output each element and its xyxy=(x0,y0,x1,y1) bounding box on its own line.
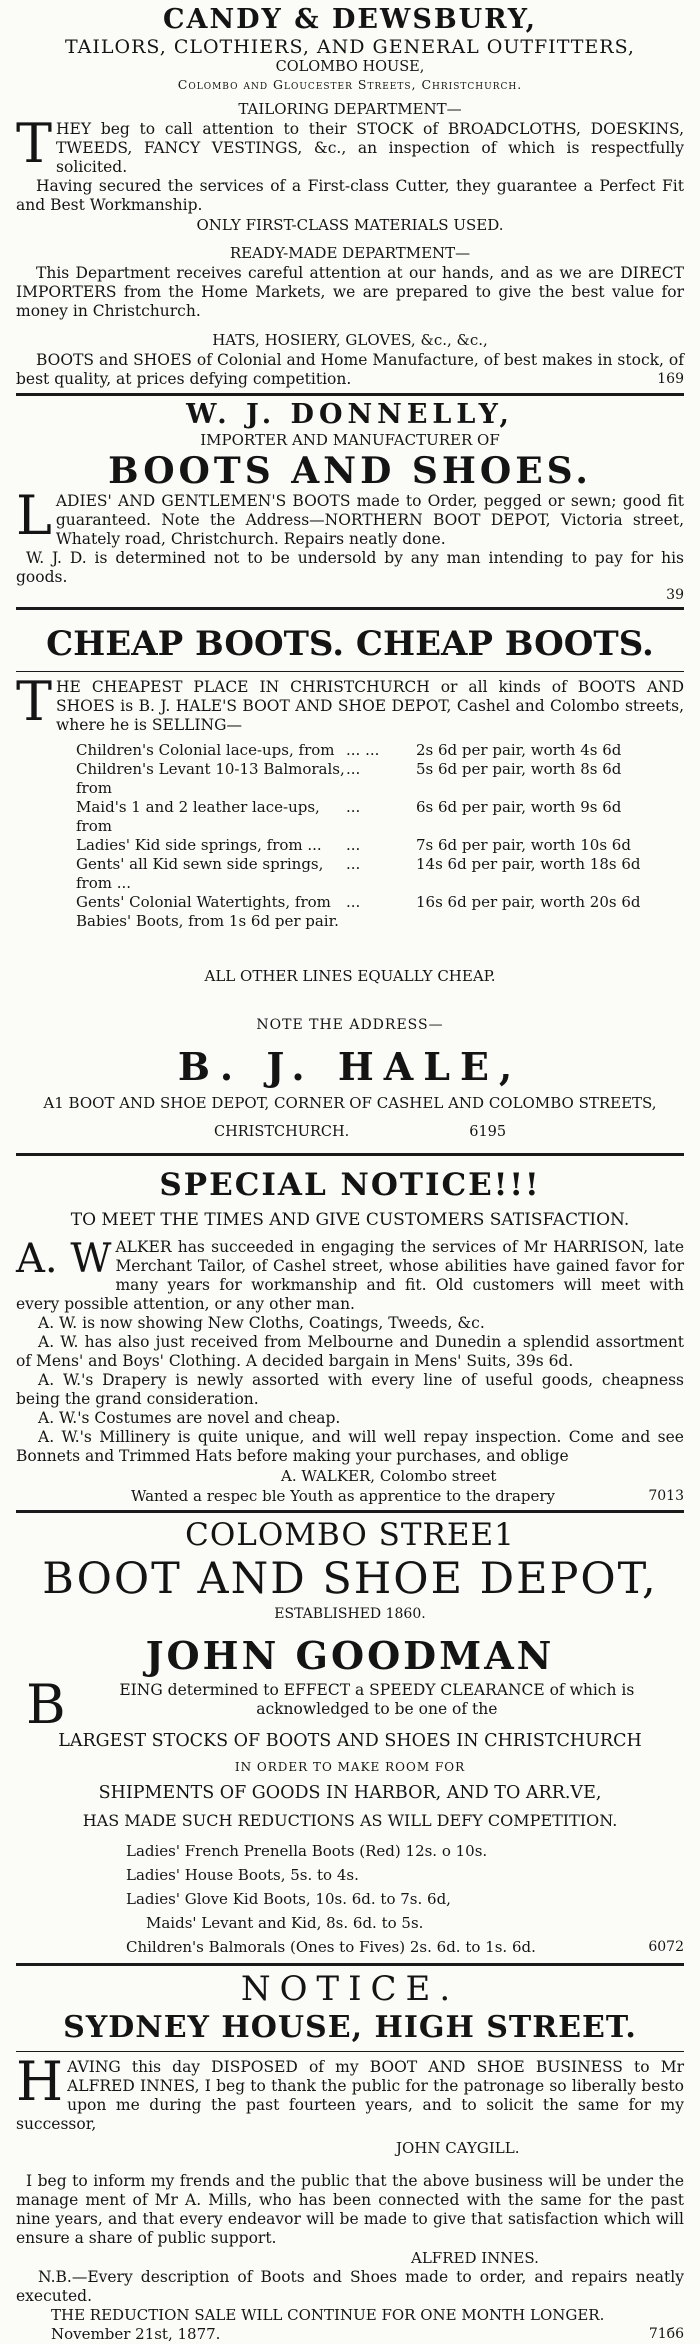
subheadline: TO MEET THE TIMES AND GIVE CUSTOMERS SATISFACTION. xyxy=(70,1210,630,1230)
body-text: I beg to inform my frends and the public that the above business will be under the manage ment of Mr A. Mills, who has been connected with the same for the past nine years, and that every endeavor will be made to give that satisfaction which will ensure a share of public support. xyxy=(16,2172,684,2247)
price-row: Children's Colonial lace-ups, from ... ... 2s 6d per pair, worth 4s 6d xyxy=(76,741,622,759)
divider xyxy=(16,2051,684,2052)
tailoring-text: HEY beg to call attention to their STOCK of BROADCLOTHS, DOESKINS, TWEEDS, FANCY VESTINGS, &c., an inspection of which is respectfully solicited. xyxy=(56,120,684,176)
ad-title: W. J. DONNELLY, xyxy=(186,399,514,430)
walker-lines xyxy=(16,1314,684,1466)
notice-heading: NOTICE. xyxy=(240,1969,460,2009)
merchant-name: JOHN GOODMAN xyxy=(145,1633,555,1678)
ad-ref-number: 169 xyxy=(657,371,684,387)
order-line: IN ORDER TO MAKE ROOM FOR xyxy=(234,1760,466,1774)
drop-cap: T xyxy=(16,112,53,175)
list-item: Ladies' House Boots, 5s. to 4s. xyxy=(126,1866,359,1884)
headline: SYDNEY HOUSE, HIGH STREET. xyxy=(63,2010,637,2045)
headline: SPECIAL NOTICE!!! xyxy=(159,1167,541,1203)
reduction-list xyxy=(16,1839,684,1959)
house-name: COLOMBO HOUSE, xyxy=(275,59,425,75)
list-item: Ladies' French Prenella Boots (Red) 12s. o 10s. xyxy=(126,1842,488,1860)
text-line: A. W.'s Costumes are novel and cheap. xyxy=(38,1409,341,1427)
address: Colombo and Gloucester Streets, Christchurch. xyxy=(177,77,523,92)
divider xyxy=(16,393,684,396)
boots-text: BOOTS and SHOES of Colonial and Home Manufacture, of best makes in stock, of best quality, at prices defying competition. 169 xyxy=(16,351,684,388)
price-row: Gents' Colonial Watertights, from ... 16s 6d per pair, worth 20s 6d xyxy=(76,893,641,911)
text-line: A. W.'s Millinery is quite unique, and will well repay inspection. Come and see Bonnets and Trimmed Hats before making your purchases, and oblige xyxy=(16,1428,684,1465)
reductions-line: HAS MADE SUCH REDUCTIONS AS WILL DEFY COMPETITION. xyxy=(82,1811,618,1830)
intro-text: ALKER has succeeded in engaging the services of Mr HARRISON, late Merchant Tailor, of Cashel street, whose abilities have gained favor for many years for workmanship and fit. Old customers will meet with every possible attention, or any other man. xyxy=(16,1238,684,1313)
readymade-text: This Department receives careful attention at our hands, and as we are DIRECT IMPORTERS from the Home Markets, we are prepared to give the best value for money in Christchurch. xyxy=(16,264,684,320)
signature: ALFRED INNES. xyxy=(411,2249,539,2267)
ad-title: CANDY & DEWSBURY, xyxy=(163,4,537,35)
list-item: Ladies' Glove Kid Boots, 10s. 6d. to 7s. 6d, xyxy=(126,1890,451,1908)
section-heading: HATS, HOSIERY, GLOVES, &c., &c., xyxy=(212,331,488,349)
drop-cap: H xyxy=(16,2050,64,2113)
headline: CHEAP BOOTS. CHEAP BOOTS. xyxy=(46,624,654,664)
date-line: November 21st, 1877. 71б6 xyxy=(51,2325,684,2343)
price-row: Maid's 1 and 2 leather lace-ups, from ... 6s 6d per pair, worth 9s 6d xyxy=(76,798,622,835)
intro-text: AVING this day DISPOSED of my BOOT AND SHOE BUSINESS to Mr ALFRED INNES, I beg to thank the public for the patronage so liberally besto upon me during the past fourteen years, and to solicit the same for my successor, xyxy=(16,2058,684,2133)
price-row: Children's Levant 10-13 Balmorals, from ... 5s 6d per pair, worth 8s 6d xyxy=(76,760,622,797)
text-line: A. W. has also just received from Melbourne and Dunedin a splendid assortment of Mens' and Boys' Clothing. A decided bargain in Mens' Suits, 39s 6d. xyxy=(16,1333,684,1370)
text-line: A. W.'s Drapery is newly assorted with every line of useful goods, cheapness being the grand consideration. xyxy=(16,1371,684,1408)
walker-ad xyxy=(16,1162,684,1506)
newspaper-page xyxy=(10,0,690,2344)
drop-cap: L xyxy=(16,484,52,547)
nb-text: N.B.—Every description of Boots and Shoes made to order, and repairs neatly executed. xyxy=(16,2268,684,2305)
donnelly-ad xyxy=(16,400,684,603)
ad-subtitle: IMPORTER AND MANUFACTURER OF xyxy=(200,431,500,449)
candy-dewsbury-ad xyxy=(16,4,684,389)
drop-cap: A. W xyxy=(16,1236,112,1282)
ad-ref-number: 6195 xyxy=(469,1124,507,1140)
wanted-line: Wanted a respec ble Youth as apprentice to the drapery 7013 xyxy=(131,1487,684,1505)
intro-text: EING determined to EFFECT a SPEEDY CLEARANCE of which is acknowledged to be one of the xyxy=(119,1681,635,1718)
price-row: Ladies' Kid side springs, from ... ... 7s 6d per pair, worth 10s 6d xyxy=(76,836,631,854)
signature: JOHN CAYGILL. xyxy=(396,2139,520,2157)
drop-cap: T xyxy=(16,670,53,733)
only-line: ONLY FIRST-CLASS MATERIALS USED. xyxy=(196,216,504,234)
headline: BOOT AND SHOE DEPOT, xyxy=(42,1554,658,1604)
body-text: ADIES' AND GENTLEMEN'S BOOTS made to Order, pegged or sewn; good fit guaranteed. Note the Address—NORTHERN BOOT DEPOT, Victoria street, Whately road, Christchurch. Repairs neatly done. xyxy=(55,492,684,548)
sydney-house-ad xyxy=(16,1970,684,2344)
intro-text: HE CHEAPEST PLACE IN CHRISTCHURCH or all kinds of BOOTS AND SHOES is B. J. HALE'S BOOT AND SHOE DEPOT, Cashel and Colombo streets, where he is SELLING— xyxy=(56,678,684,734)
depot-address: A1 BOOT AND SHOE DEPOT, CORNER OF CASHEL AND COLOMBO STREETS, xyxy=(43,1094,657,1112)
ad-ref-number: 39 xyxy=(666,587,684,603)
ad-subtitle: TAILORS, CLOTHIERS, AND GENERAL OUTFITTERS, xyxy=(65,36,635,58)
section-heading: TAILORING DEPARTMENT— xyxy=(238,100,462,118)
ad-ref-number: 6072 xyxy=(648,1939,684,1955)
divider xyxy=(16,671,684,672)
all-other-line: ALL OTHER LINES EQUALLY CHEAP. xyxy=(204,967,496,985)
established-line: ESTABLISHED 1860. xyxy=(274,1606,426,1622)
list-item: Maids' Levant and Kid, 8s. 6d. to 5s. xyxy=(146,1914,424,1932)
cutter-text: Having secured the services of a First-class Cutter, they guarantee a Perfect Fit and Best Workmanship. xyxy=(16,177,684,214)
babies-line: Babies' Boots, from 1s 6d per pair. xyxy=(76,912,339,930)
price-list xyxy=(16,741,684,931)
ad-ref-number: 71б6 xyxy=(648,2326,684,2342)
drop-cap: B xyxy=(26,1673,66,1736)
goodman-ad xyxy=(16,1517,684,1959)
divider xyxy=(16,1963,684,1966)
ad-ref-number: 7013 xyxy=(648,1488,684,1504)
headline: BOOTS AND SHOES. xyxy=(108,450,592,492)
street-heading: COLOMBO STREE1 xyxy=(185,1517,515,1553)
signature: A. WALKER, Colombo street xyxy=(281,1467,497,1485)
list-item: Children's Balmorals (Ones to Fives) 2s. 6d. to 1s. 6d. 6072 xyxy=(126,1935,684,1959)
note-address: NOTE THE ADDRESS— xyxy=(256,1017,444,1033)
hale-ad xyxy=(16,620,684,1143)
largest-line: LARGEST STOCKS OF BOOTS AND SHOES IN CHRISTCHURCH xyxy=(58,1731,642,1751)
text-line: A. W. is now showing New Cloths, Coatings, Tweeds, &c. xyxy=(38,1314,485,1332)
divider xyxy=(16,607,684,610)
body-text-2: W. J. D. is determined not to be undersold by any man intending to pay for his goods. xyxy=(16,549,684,586)
price-row: Gents' all Kid sewn side springs, from ... ... 14s 6d per pair, worth 18s 6d xyxy=(76,855,641,892)
shipments-line: SHIPMENTS OF GOODS IN HARBOR, AND TO ARR.VE, xyxy=(98,1783,602,1803)
merchant-name: B. J. HALE, xyxy=(177,1044,523,1089)
section-heading: READY-MADE DEPARTMENT— xyxy=(229,244,471,262)
divider xyxy=(16,1510,684,1513)
divider xyxy=(16,1153,684,1156)
reduction-line: THE REDUCTION SALE WILL CONTINUE FOR ONE MONTH LONGER. xyxy=(51,2306,605,2324)
city-line: CHRISTCHURCH. 6195 xyxy=(214,1124,507,1140)
